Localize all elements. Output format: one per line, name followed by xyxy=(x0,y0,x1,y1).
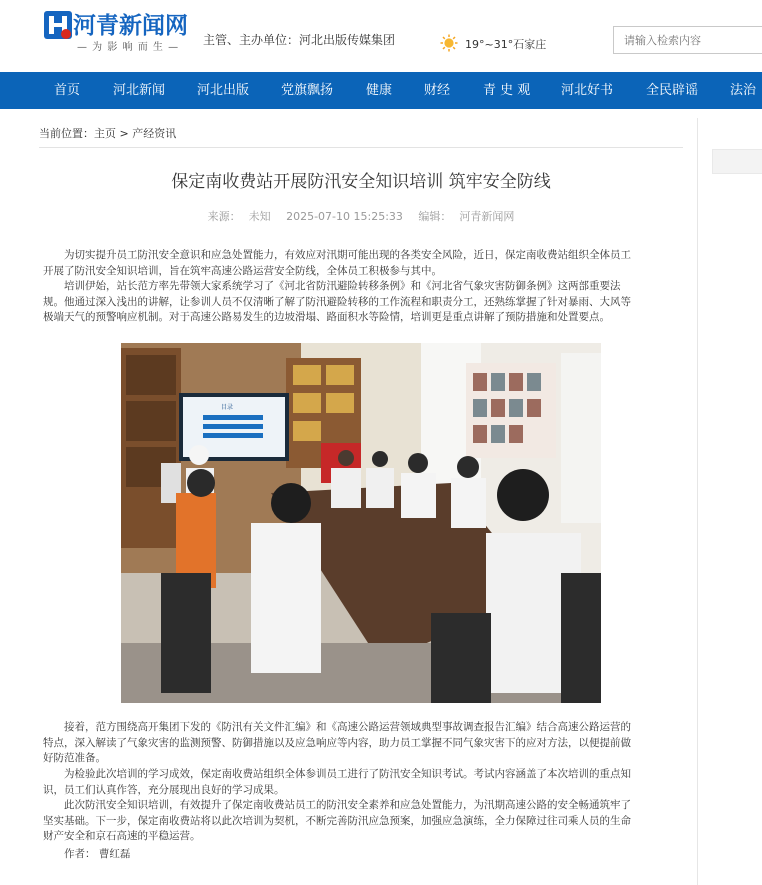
article-photo xyxy=(121,343,601,703)
article-title: 保定南收费站开展防汛安全知识培训 筑牢安全防线 xyxy=(171,172,551,192)
paragraph-line: 此次防汛安全知识培训，有效提升了保定南收费站员工的防汛安全素养和应急处置能力，为汛期高速公路的安全畅通筑牢了 xyxy=(64,799,631,811)
breadcrumb-divider xyxy=(39,147,683,148)
article-paragraph-1 xyxy=(43,248,675,279)
paragraph-line: 坚实基础。下一步，保定南收费站将以此次培训为契机，不断完善防汛应急预案，加强应急演练，全力保障过往司乘人员的生命 xyxy=(43,814,631,827)
paragraph-line: 为检验此次培训的学习成效，保定南收费站组织全体参训员工进行了防汛安全知识考试。考试内容涵盖了本次培训的重点知 xyxy=(64,768,631,780)
nav-item-finance[interactable]: 财经 xyxy=(424,83,451,98)
article-paragraph-3 xyxy=(43,720,675,767)
breadcrumb-label: 当前位置： xyxy=(39,127,94,140)
search-box xyxy=(613,26,762,54)
sidebar-box xyxy=(712,149,762,174)
article-paragraph-4 xyxy=(43,767,675,798)
breadcrumb-home[interactable]: 主页 xyxy=(94,127,116,140)
paragraph-line: 识，员工们认真作答，充分展现出良好的学习成果。 xyxy=(43,783,285,796)
search-input[interactable] xyxy=(614,27,762,53)
site-header xyxy=(0,0,762,72)
paragraph-line: 好防范准备。 xyxy=(43,752,106,764)
paragraph-line: 为切实提升员工防汛安全意识和应急处置能力，有效应对汛期可能出现的各类安全风险，近日，保定南收费站组织全体员工 xyxy=(64,249,631,261)
nav-item-history[interactable]: 青 史 观 xyxy=(483,83,531,98)
source-label: 来源： xyxy=(207,210,241,223)
nav-item-law[interactable]: 法治 xyxy=(730,83,757,98)
screen-title: 目录 xyxy=(221,404,234,411)
logo-slogan: — 为 影 响 而 生 — xyxy=(77,42,180,53)
nav-item-party[interactable]: 党旗飘扬 xyxy=(281,83,334,98)
author-line: 作者： 曹红磊 xyxy=(64,848,131,860)
sponsor-text: 主管、主办单位：河北出版传媒集团 xyxy=(203,33,396,47)
logo-mark-icon xyxy=(43,10,73,40)
nav-item-hebei-publishing[interactable]: 河北出版 xyxy=(197,83,250,98)
nav-item-home[interactable]: 首页 xyxy=(54,83,81,98)
nav-item-hebei-news[interactable]: 河北新闻 xyxy=(113,83,166,98)
article-meta xyxy=(39,208,683,224)
source-value: 未知 xyxy=(248,210,271,223)
article-paragraph-2 xyxy=(43,279,675,326)
nav-item-rumor[interactable]: 全民辟谣 xyxy=(646,83,699,98)
logo-text: 河青新闻网 xyxy=(73,12,188,39)
paragraph-line: 接着，范方围绕高开集团下发的《防汛有关文件汇编》和《高速公路运营领域典型事故调查报告汇编》结合高速公路运营的 xyxy=(64,721,631,733)
breadcrumb-separator: > xyxy=(116,127,133,140)
paragraph-line: 特点，深入解读了气象灾害的监测预警、防御措施以及应急响应等内容，助力员工掌握不同气象灾害下的应对方法，以便提前做 xyxy=(43,736,631,749)
publish-datetime: 2025-07-10 15:25:33 xyxy=(286,210,403,223)
editor-label: 编辑： xyxy=(418,210,452,223)
paragraph-line: 财产安全和京石高速的平稳运营。 xyxy=(43,830,201,842)
paragraph-line: 开展了防汛安全知识培训，旨在筑牢高速公路运营安全防线，全体员工积极参与其中。 xyxy=(43,264,442,277)
editor-value: 河青新闻网 xyxy=(459,210,515,223)
paragraph-line: 极端天气的预警响应机制。对于高速公路易发生的边坡滑塌、路面积水等险情，培训更是重点讲解了预防措施和处置要点。 xyxy=(43,311,610,323)
article-author xyxy=(43,847,675,863)
site-logo[interactable] xyxy=(43,8,193,54)
sun-icon xyxy=(440,34,458,52)
nav-item-health[interactable]: 健康 xyxy=(366,83,393,98)
main-nav xyxy=(0,72,762,109)
paragraph-line: 培训伊始，站长范方率先带领大家系统学习了《河北省防汛避险转移条例》和《河北省气象灾害防御条例》这两部重要法 xyxy=(64,280,621,292)
paragraph-line: 规。他通过深入浅出的讲解，让参训人员不仅清晰了解了防汛避险转移的工作流程和职责分工，还熟练掌握了针对暴雨、大风等 xyxy=(43,295,631,308)
breadcrumb-section[interactable]: 产经资讯 xyxy=(132,127,177,140)
article-paragraph-5 xyxy=(43,798,675,845)
weather-text: 19°~31°石家庄 xyxy=(465,38,547,51)
nav-item-good-books[interactable]: 河北好书 xyxy=(561,83,614,98)
column-divider xyxy=(697,118,698,885)
breadcrumb xyxy=(39,125,176,141)
